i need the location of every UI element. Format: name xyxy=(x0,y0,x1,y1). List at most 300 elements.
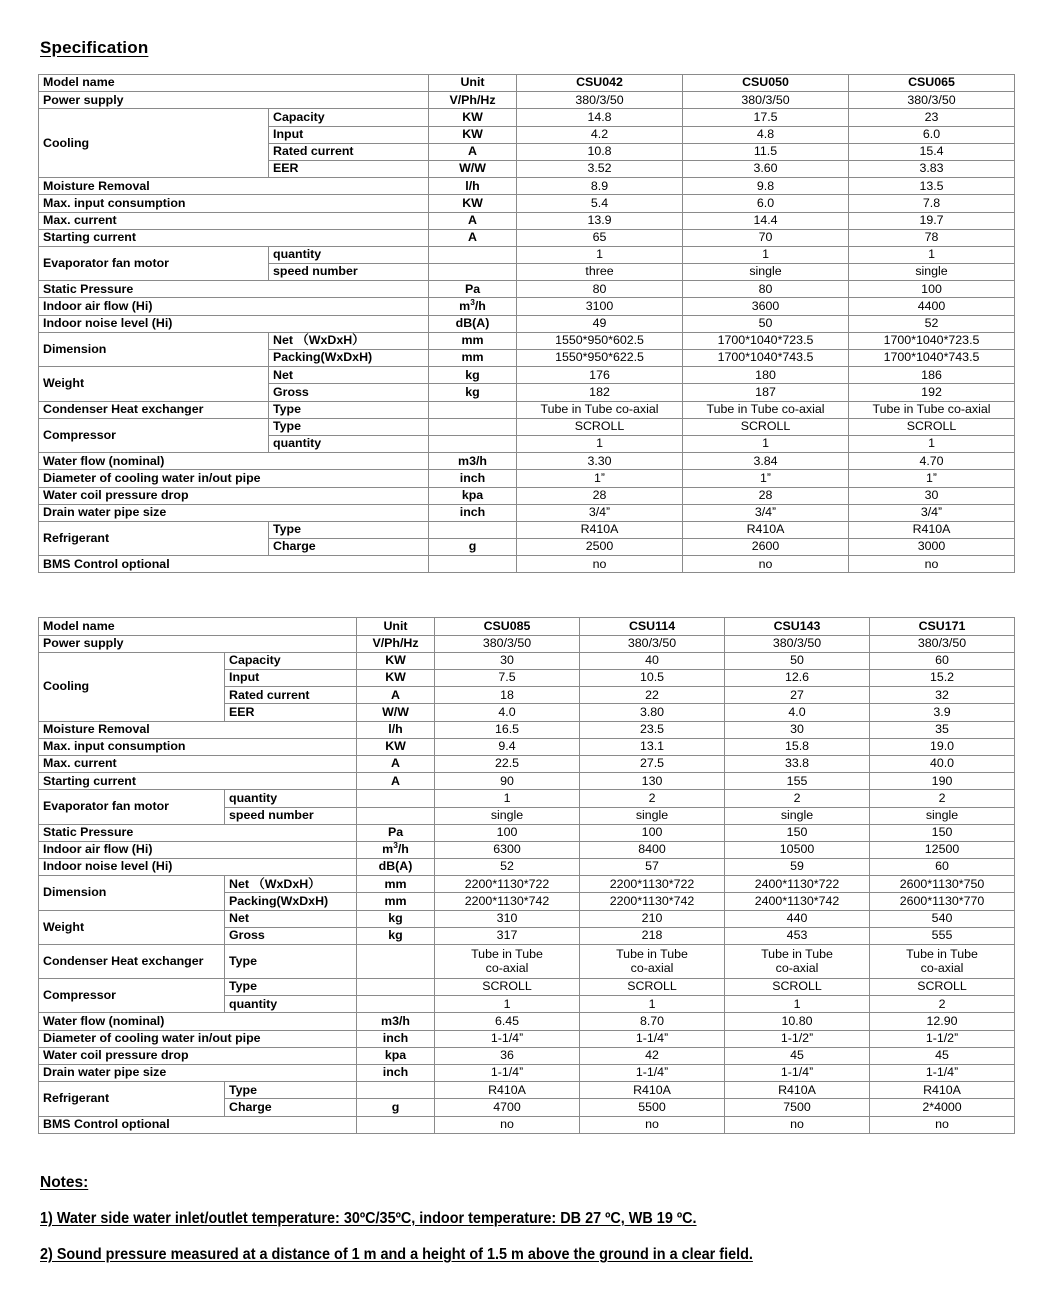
value-cell: 4.2 xyxy=(517,126,683,143)
unit-cell: m3/h xyxy=(429,453,517,470)
value-cell: 12.90 xyxy=(870,1013,1015,1030)
value-cell: 380/3/50 xyxy=(517,92,683,109)
value-cell: no xyxy=(683,556,849,573)
table-row xyxy=(39,824,1015,841)
table-row xyxy=(39,876,1015,893)
value-cell: 3/4ˮ xyxy=(849,504,1015,521)
value-cell: 80 xyxy=(683,281,849,298)
value-cell: no xyxy=(870,1116,1015,1133)
row-label: Indoor air flow (Hi) xyxy=(39,298,429,315)
unit-cell xyxy=(429,418,517,435)
value-cell: 90 xyxy=(435,773,580,790)
note-item-1: 1) Water side water inlet/outlet temperature: 30ºC/35ºC, indoor temperature: DB 27 ºC, WB 19 ºC. xyxy=(40,1209,697,1227)
row-sublabel: speed number xyxy=(269,264,429,281)
value-cell: 30 xyxy=(435,652,580,669)
notes-section xyxy=(40,1174,1024,1264)
table-row xyxy=(39,773,1015,790)
row-label: Power supply xyxy=(39,92,429,109)
table-row xyxy=(39,401,1015,418)
value-cell: 1-1/4ˮ xyxy=(725,1064,870,1081)
row-label: Condenser Heat exchanger xyxy=(39,945,225,979)
value-cell: three xyxy=(517,264,683,281)
row-label: Static Pressure xyxy=(39,824,357,841)
model-header-cell: CSU042 xyxy=(517,75,683,92)
row-sublabel: Packing(WxDxH) xyxy=(269,350,429,367)
unit-cell: V/Ph/Hz xyxy=(429,92,517,109)
value-cell: 6300 xyxy=(435,841,580,858)
row-label: Model name xyxy=(39,618,357,635)
row-sublabel: Packing(WxDxH) xyxy=(225,893,357,910)
value-cell: 2200*1130*722 xyxy=(435,876,580,893)
row-label: Refrigerant xyxy=(39,521,269,555)
value-cell: 2 xyxy=(870,790,1015,807)
value-cell: 1 xyxy=(849,435,1015,452)
value-cell: 49 xyxy=(517,315,683,332)
value-cell: 52 xyxy=(435,859,580,876)
value-cell: 1ˮ xyxy=(683,470,849,487)
value-cell: 2600*1130*750 xyxy=(870,876,1015,893)
row-label: Compressor xyxy=(39,418,269,452)
row-sublabel: quantity xyxy=(269,435,429,452)
value-cell: 3600 xyxy=(683,298,849,315)
page-title: Specification xyxy=(40,38,149,57)
row-label: Indoor noise level (Hi) xyxy=(39,315,429,332)
table-row xyxy=(39,755,1015,772)
table-row xyxy=(39,92,1015,109)
value-cell: 1700*1040*723.5 xyxy=(849,332,1015,349)
row-label: Max. input consumption xyxy=(39,738,357,755)
table-spacer xyxy=(36,573,1024,617)
table-row xyxy=(39,246,1015,263)
value-cell: 218 xyxy=(580,927,725,944)
row-sublabel: Charge xyxy=(269,539,429,556)
value-cell: SCROLL xyxy=(849,418,1015,435)
value-cell: SCROLL xyxy=(435,979,580,996)
specification-table-2 xyxy=(38,617,1015,1133)
table-row xyxy=(39,618,1015,635)
value-cell: 317 xyxy=(435,927,580,944)
value-cell: 11.5 xyxy=(683,143,849,160)
unit-cell: kg xyxy=(357,910,435,927)
value-cell: 10.8 xyxy=(517,143,683,160)
row-sublabel: Input xyxy=(225,670,357,687)
unit-cell xyxy=(357,790,435,807)
value-cell: 2 xyxy=(580,790,725,807)
row-sublabel: Net （WxDxH） xyxy=(269,332,429,349)
table-row xyxy=(39,298,1015,315)
value-cell: SCROLL xyxy=(580,979,725,996)
value-cell: 28 xyxy=(683,487,849,504)
unit-cell: $m^3/h$ xyxy=(357,841,435,858)
value-cell: 190 xyxy=(870,773,1015,790)
unit-cell xyxy=(429,246,517,263)
table-row xyxy=(39,332,1015,349)
unit-cell: Pa xyxy=(357,824,435,841)
value-cell: 2200*1130*742 xyxy=(580,893,725,910)
value-cell: single xyxy=(580,807,725,824)
table-row xyxy=(39,487,1015,504)
value-cell: 182 xyxy=(517,384,683,401)
unit-cell: mm xyxy=(429,332,517,349)
value-cell: 28 xyxy=(517,487,683,504)
value-cell: R410A xyxy=(849,521,1015,538)
value-cell: 7.8 xyxy=(849,195,1015,212)
unit-cell: g xyxy=(429,539,517,556)
value-cell: R410A xyxy=(517,521,683,538)
unit-cell: m3/h xyxy=(357,1013,435,1030)
value-cell: 40.0 xyxy=(870,755,1015,772)
unit-cell: A xyxy=(429,212,517,229)
row-sublabel: Input xyxy=(269,126,429,143)
value-cell: R410A xyxy=(725,1082,870,1099)
value-cell: 155 xyxy=(725,773,870,790)
value-cell: 27.5 xyxy=(580,755,725,772)
unit-cell: Unit xyxy=(357,618,435,635)
value-cell: 14.4 xyxy=(683,212,849,229)
unit-cell: KW xyxy=(357,738,435,755)
value-cell: 1 xyxy=(683,435,849,452)
value-cell: 12.6 xyxy=(725,670,870,687)
value-cell: Tube in Tube co-axial xyxy=(580,945,725,979)
value-cell: 8.70 xyxy=(580,1013,725,1030)
row-sublabel: Gross xyxy=(269,384,429,401)
value-cell: 100 xyxy=(849,281,1015,298)
unit-cell: A xyxy=(357,687,435,704)
unit-cell xyxy=(429,435,517,452)
value-cell: 2 xyxy=(870,996,1015,1013)
table-row xyxy=(39,1116,1015,1133)
value-cell: 15.2 xyxy=(870,670,1015,687)
row-sublabel: quantity xyxy=(225,790,357,807)
value-cell: 4.0 xyxy=(725,704,870,721)
row-label: Water coil pressure drop xyxy=(39,487,429,504)
unit-cell: inch xyxy=(429,470,517,487)
unit-cell: g xyxy=(357,1099,435,1116)
value-cell: 7500 xyxy=(725,1099,870,1116)
value-cell: R410A xyxy=(683,521,849,538)
value-cell: 18 xyxy=(435,687,580,704)
row-label: Starting current xyxy=(39,229,429,246)
value-cell: 1 xyxy=(435,790,580,807)
unit-cell xyxy=(357,1116,435,1133)
value-cell: no xyxy=(580,1116,725,1133)
value-cell: 186 xyxy=(849,367,1015,384)
value-cell: 1700*1040*743.5 xyxy=(683,350,849,367)
value-cell: 3000 xyxy=(849,539,1015,556)
table-row xyxy=(39,979,1015,996)
value-cell: 1-1/4ˮ xyxy=(580,1030,725,1047)
value-cell: 42 xyxy=(580,1047,725,1064)
value-cell: SCROLL xyxy=(870,979,1015,996)
value-cell: 5.4 xyxy=(517,195,683,212)
unit-cell: $m^3/h$ xyxy=(429,298,517,315)
table-row xyxy=(39,521,1015,538)
row-label: Diameter of cooling water in/out pipe xyxy=(39,470,429,487)
value-cell: 7.5 xyxy=(435,670,580,687)
value-cell: 52 xyxy=(849,315,1015,332)
value-cell: 130 xyxy=(580,773,725,790)
value-cell: 540 xyxy=(870,910,1015,927)
value-cell: 13.5 xyxy=(849,178,1015,195)
unit-cell: A xyxy=(357,755,435,772)
value-cell: 9.8 xyxy=(683,178,849,195)
value-cell: 6.0 xyxy=(849,126,1015,143)
value-cell: no xyxy=(849,556,1015,573)
row-label: Refrigerant xyxy=(39,1082,225,1116)
value-cell: 9.4 xyxy=(435,738,580,755)
value-cell: 32 xyxy=(870,687,1015,704)
row-sublabel: Type xyxy=(225,1082,357,1099)
table-row xyxy=(39,229,1015,246)
value-cell: 187 xyxy=(683,384,849,401)
row-label: Evaporator fan motor xyxy=(39,790,225,824)
table-row xyxy=(39,790,1015,807)
value-cell: 22.5 xyxy=(435,755,580,772)
row-sublabel: Type xyxy=(269,401,429,418)
unit-cell: kg xyxy=(429,367,517,384)
table-row xyxy=(39,281,1015,298)
value-cell: 380/3/50 xyxy=(580,635,725,652)
unit-cell xyxy=(357,996,435,1013)
value-cell: 3/4ˮ xyxy=(517,504,683,521)
value-cell: 23.5 xyxy=(580,721,725,738)
value-cell: 22 xyxy=(580,687,725,704)
value-cell: 1-1/2ˮ xyxy=(870,1030,1015,1047)
unit-cell xyxy=(429,556,517,573)
value-cell: 2 xyxy=(725,790,870,807)
value-cell: Tube in Tube co-axial xyxy=(683,401,849,418)
value-cell: 30 xyxy=(849,487,1015,504)
table-row xyxy=(39,556,1015,573)
value-cell: 3.80 xyxy=(580,704,725,721)
table-row xyxy=(39,453,1015,470)
table-row xyxy=(39,315,1015,332)
unit-cell: mm xyxy=(357,876,435,893)
unit-cell xyxy=(429,401,517,418)
value-cell: 4.70 xyxy=(849,453,1015,470)
value-cell: no xyxy=(517,556,683,573)
value-cell: 6.0 xyxy=(683,195,849,212)
unit-cell: KW xyxy=(357,670,435,687)
row-label: Dimension xyxy=(39,332,269,366)
row-sublabel: quantity xyxy=(269,246,429,263)
unit-cell: l/h xyxy=(429,178,517,195)
table-row xyxy=(39,195,1015,212)
unit-cell: inch xyxy=(357,1064,435,1081)
row-label: Weight xyxy=(39,367,269,401)
value-cell: 59 xyxy=(725,859,870,876)
row-sublabel: Rated current xyxy=(269,143,429,160)
row-sublabel: quantity xyxy=(225,996,357,1013)
value-cell: 453 xyxy=(725,927,870,944)
value-cell: 1ˮ xyxy=(517,470,683,487)
table-row xyxy=(39,1030,1015,1047)
unit-cell xyxy=(357,945,435,979)
unit-cell: KW xyxy=(429,126,517,143)
value-cell: 15.8 xyxy=(725,738,870,755)
value-cell: 380/3/50 xyxy=(849,92,1015,109)
value-cell: 13.9 xyxy=(517,212,683,229)
table-row xyxy=(39,910,1015,927)
row-label: Condenser Heat exchanger xyxy=(39,401,269,418)
unit-cell: inch xyxy=(357,1030,435,1047)
value-cell: 33.8 xyxy=(725,755,870,772)
value-cell: 2600 xyxy=(683,539,849,556)
table-row xyxy=(39,109,1015,126)
value-cell: 100 xyxy=(435,824,580,841)
table-row xyxy=(39,1013,1015,1030)
value-cell: 16.5 xyxy=(435,721,580,738)
value-cell: 17.5 xyxy=(683,109,849,126)
value-cell: single xyxy=(870,807,1015,824)
model-header-cell: CSU114 xyxy=(580,618,725,635)
row-sublabel: speed number xyxy=(225,807,357,824)
note-item-2: 2) Sound pressure measured at a distance of 1 m and a height of 1.5 m above the ground in a clear field. xyxy=(40,1245,753,1263)
value-cell: 440 xyxy=(725,910,870,927)
value-cell: 10.5 xyxy=(580,670,725,687)
row-label: Max. current xyxy=(39,755,357,772)
table-row xyxy=(39,652,1015,669)
row-label: Moisture Removal xyxy=(39,178,429,195)
unit-cell: W/W xyxy=(357,704,435,721)
value-cell: 2400*1130*722 xyxy=(725,876,870,893)
value-cell: 8400 xyxy=(580,841,725,858)
value-cell: 80 xyxy=(517,281,683,298)
value-cell: single xyxy=(435,807,580,824)
value-cell: R410A xyxy=(870,1082,1015,1099)
value-cell: 3.52 xyxy=(517,160,683,177)
value-cell: 70 xyxy=(683,229,849,246)
row-sublabel: Rated current xyxy=(225,687,357,704)
value-cell: 50 xyxy=(725,652,870,669)
table-row xyxy=(39,1064,1015,1081)
model-header-cell: CSU065 xyxy=(849,75,1015,92)
table-row xyxy=(39,635,1015,652)
row-sublabel: Type xyxy=(225,945,357,979)
value-cell: 1-1/4ˮ xyxy=(435,1030,580,1047)
unit-cell: V/Ph/Hz xyxy=(357,635,435,652)
value-cell: 380/3/50 xyxy=(435,635,580,652)
row-label: Compressor xyxy=(39,979,225,1013)
value-cell: 180 xyxy=(683,367,849,384)
value-cell: 100 xyxy=(580,824,725,841)
value-cell: 150 xyxy=(725,824,870,841)
value-cell: single xyxy=(849,264,1015,281)
value-cell: 5500 xyxy=(580,1099,725,1116)
row-label: Water coil pressure drop xyxy=(39,1047,357,1064)
value-cell: 1ˮ xyxy=(849,470,1015,487)
value-cell: 4400 xyxy=(849,298,1015,315)
value-cell: 50 xyxy=(683,315,849,332)
value-cell: 2600*1130*770 xyxy=(870,893,1015,910)
unit-cell xyxy=(429,264,517,281)
value-cell: 1 xyxy=(683,246,849,263)
value-cell: 45 xyxy=(870,1047,1015,1064)
value-cell: 35 xyxy=(870,721,1015,738)
unit-cell xyxy=(357,979,435,996)
row-label: Starting current xyxy=(39,773,357,790)
row-label: Weight xyxy=(39,910,225,944)
value-cell: 210 xyxy=(580,910,725,927)
value-cell: no xyxy=(725,1116,870,1133)
value-cell: Tube in Tube co-axial xyxy=(435,945,580,979)
unit-cell xyxy=(357,807,435,824)
value-cell: 65 xyxy=(517,229,683,246)
value-cell: 1-1/4ˮ xyxy=(435,1064,580,1081)
value-cell: 1 xyxy=(517,435,683,452)
row-label: Water flow (nominal) xyxy=(39,1013,357,1030)
value-cell: R410A xyxy=(580,1082,725,1099)
table-row xyxy=(39,504,1015,521)
row-label: Cooling xyxy=(39,652,225,721)
value-cell: 30 xyxy=(725,721,870,738)
value-cell: R410A xyxy=(435,1082,580,1099)
unit-cell: KW xyxy=(429,195,517,212)
unit-cell: dB(A) xyxy=(357,859,435,876)
value-cell: SCROLL xyxy=(517,418,683,435)
row-sublabel: Type xyxy=(269,521,429,538)
value-cell: 36 xyxy=(435,1047,580,1064)
table-row xyxy=(39,367,1015,384)
row-label: Max. current xyxy=(39,212,429,229)
value-cell: 15.4 xyxy=(849,143,1015,160)
value-cell: 3.83 xyxy=(849,160,1015,177)
unit-cell: KW xyxy=(357,652,435,669)
row-sublabel: Charge xyxy=(225,1099,357,1116)
value-cell: 2500 xyxy=(517,539,683,556)
value-cell: 3100 xyxy=(517,298,683,315)
value-cell: 12500 xyxy=(870,841,1015,858)
value-cell: 19.0 xyxy=(870,738,1015,755)
unit-cell: kpa xyxy=(429,487,517,504)
unit-cell: dB(A) xyxy=(429,315,517,332)
unit-cell: A xyxy=(429,143,517,160)
row-sublabel: EER xyxy=(269,160,429,177)
value-cell: 380/3/50 xyxy=(870,635,1015,652)
unit-cell: mm xyxy=(357,893,435,910)
table-row xyxy=(39,841,1015,858)
unit-cell: kpa xyxy=(357,1047,435,1064)
model-header-cell: CSU143 xyxy=(725,618,870,635)
value-cell: 1700*1040*743.5 xyxy=(849,350,1015,367)
table-row xyxy=(39,75,1015,92)
value-cell: 45 xyxy=(725,1047,870,1064)
table-row xyxy=(39,1047,1015,1064)
value-cell: 23 xyxy=(849,109,1015,126)
value-cell: 192 xyxy=(849,384,1015,401)
value-cell: no xyxy=(435,1116,580,1133)
unit-cell xyxy=(357,1082,435,1099)
value-cell: 4700 xyxy=(435,1099,580,1116)
value-cell: 13.1 xyxy=(580,738,725,755)
value-cell: 8.9 xyxy=(517,178,683,195)
specification-table-1 xyxy=(38,74,1015,573)
row-label: Static Pressure xyxy=(39,281,429,298)
table-row xyxy=(39,721,1015,738)
notes-heading: Notes: xyxy=(40,1173,89,1191)
value-cell: Tube in Tube co-axial xyxy=(725,945,870,979)
value-cell: 1 xyxy=(580,996,725,1013)
value-cell: 1 xyxy=(849,246,1015,263)
value-cell: 1550*950*622.5 xyxy=(517,350,683,367)
value-cell: 19.7 xyxy=(849,212,1015,229)
unit-cell: inch xyxy=(429,504,517,521)
model-header-cell: CSU085 xyxy=(435,618,580,635)
unit-cell: kg xyxy=(429,384,517,401)
value-cell: 1 xyxy=(517,246,683,263)
unit-cell: A xyxy=(357,773,435,790)
row-label: Evaporator fan motor xyxy=(39,246,269,280)
